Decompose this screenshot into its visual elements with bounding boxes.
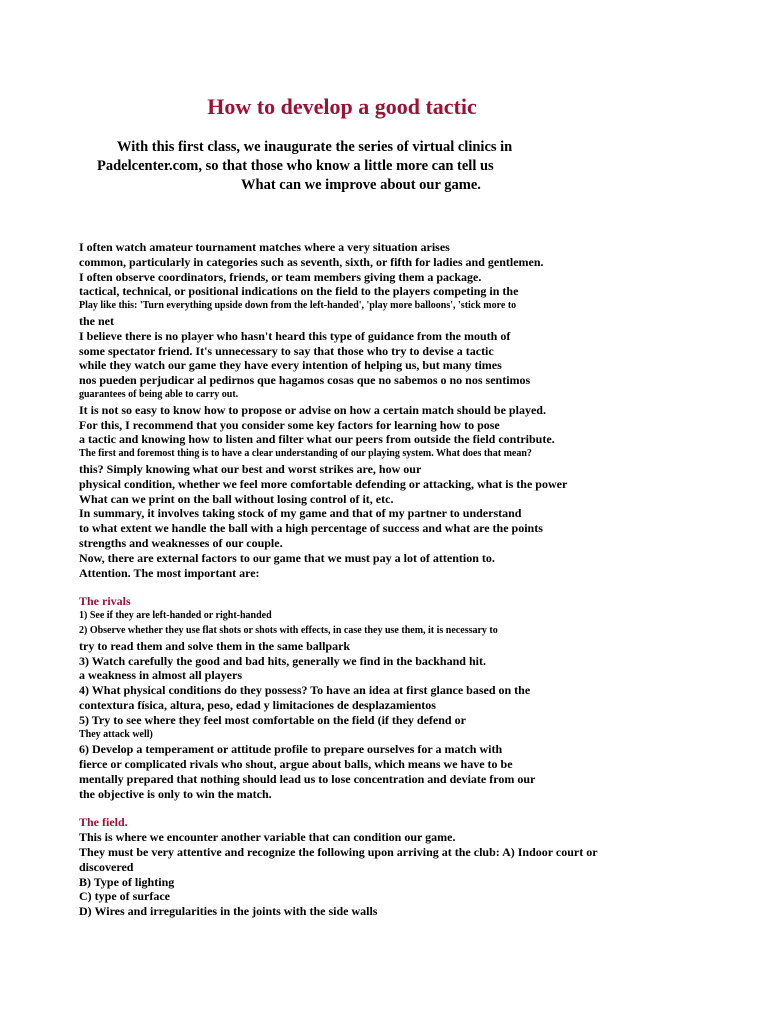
rivals-item: 5) Try to see where they feel most comfortable on the field (if they defend or [79, 712, 466, 727]
rivals-item: a weakness in almost all players [79, 668, 243, 683]
rivals-item: 4) What physical conditions do they possess? To have an idea at first glance based on the [79, 683, 531, 698]
body-line: I often watch amateur tournament matches where a very situation arises [79, 240, 450, 254]
rivals-list [79, 609, 699, 801]
body-paragraphs [79, 240, 699, 580]
field-item: D) Wires and irregularities in the joints with the side walls [79, 904, 378, 919]
body-line: tactical, technical, or positional indications on the field to the players competing in the [79, 284, 519, 299]
body-line: Now, there are external factors to our game that we must pay a lot of attention to. [79, 550, 495, 565]
intro-line: Padelcenter.com, so that those who know a little more can tell us [97, 158, 494, 174]
body-line: the net [79, 313, 114, 328]
body-line: It is not so easy to know how to propose or advise on how a certain match should be played. [79, 402, 546, 417]
rivals-item: try to read them and solve them in the same ballpark [79, 638, 351, 653]
field-item: They must be very attentive and recognize the following upon arriving at the club: A) Indoor court or [79, 845, 598, 860]
body-line: a tactic and knowing how to listen and filter what our peers from outside the field contribute. [79, 432, 555, 447]
body-line: I often observe coordinators, friends, or team members giving them a package. [79, 269, 482, 284]
body-line: I believe there is no player who hasn't heard this type of guidance from the mouth of [79, 328, 511, 343]
document-body [79, 240, 699, 919]
section-heading-rivals: The rivals [79, 594, 131, 609]
body-line: In summary, it involves taking stock of my game and that of my partner to understand [79, 506, 522, 521]
body-line: What can we print on the ball without losing control of it, etc. [79, 491, 394, 506]
body-line: Play like this: 'Turn everything upside down from the left-handed', 'play more balloons', 'stick more to [79, 300, 517, 312]
body-line: guarantees of being able to carry out. [79, 388, 239, 400]
rivals-item: contextura física, altura, peso, edad y limitaciones de desplazamientos [79, 697, 436, 712]
rivals-item: 3) Watch carefully the good and bad hits, generally we find in the backhand hit. [79, 653, 486, 668]
rivals-item: fierce or complicated rivals who shout, argue about balls, which means we have to be [79, 757, 513, 772]
intro-block [97, 138, 657, 195]
body-line: physical condition, whether we feel more comfortable defending or attacking, what is the power [79, 476, 568, 491]
field-item: C) type of surface [79, 889, 170, 904]
field-item: This is where we encounter another variable that can condition our game. [79, 830, 456, 845]
body-line: while they watch our game they have every intention of helping us, but many times [79, 358, 502, 373]
rivals-item: 2) Observe whether they use flat shots or shots with effects, in case they use them, it is necessary to [79, 624, 498, 636]
body-line: nos pueden perjudicar al pedirnos que hagamos cosas que no sabemos o no nos sentimos [79, 373, 531, 388]
rivals-item: 1) See if they are left-handed or right-handed [79, 610, 272, 622]
field-item: B) Type of lighting [79, 874, 175, 889]
intro-line: What can we improve about our game. [241, 177, 481, 193]
body-line: common, particularly in categories such as seventh, sixth, or fifth for ladies and gentlemen. [79, 254, 544, 269]
body-line: to what extent we handle the ball with a high percentage of success and what are the points [79, 521, 543, 536]
body-line: For this, I recommend that you consider some key factors for learning how to pose [79, 417, 500, 432]
body-line: this? Simply knowing what our best and worst strikes are, how our [79, 461, 422, 476]
body-line: Attention. The most important are: [79, 565, 260, 580]
section-heading-field: The field. [79, 815, 128, 830]
rivals-item: mentally prepared that nothing should lead us to lose concentration and deviate from our [79, 771, 536, 786]
document-title: How to develop a good tactic [207, 94, 477, 119]
rivals-item: They attack well) [79, 728, 153, 740]
field-list [79, 830, 699, 919]
field-item: discovered [79, 859, 134, 874]
rivals-item: the objective is only to win the match. [79, 786, 272, 801]
body-line: The first and foremost thing is to have a clear understanding of our playing system. What does that mean? [79, 448, 532, 460]
body-line: strengths and weaknesses of our couple. [79, 535, 283, 550]
intro-line: With this first class, we inaugurate the series of virtual clinics in [117, 139, 513, 155]
body-line: some spectator friend. It's unnecessary to say that those who try to devise a tactic [79, 343, 494, 358]
rivals-item: 6) Develop a temperament or attitude profile to prepare ourselves for a match with [79, 742, 503, 757]
